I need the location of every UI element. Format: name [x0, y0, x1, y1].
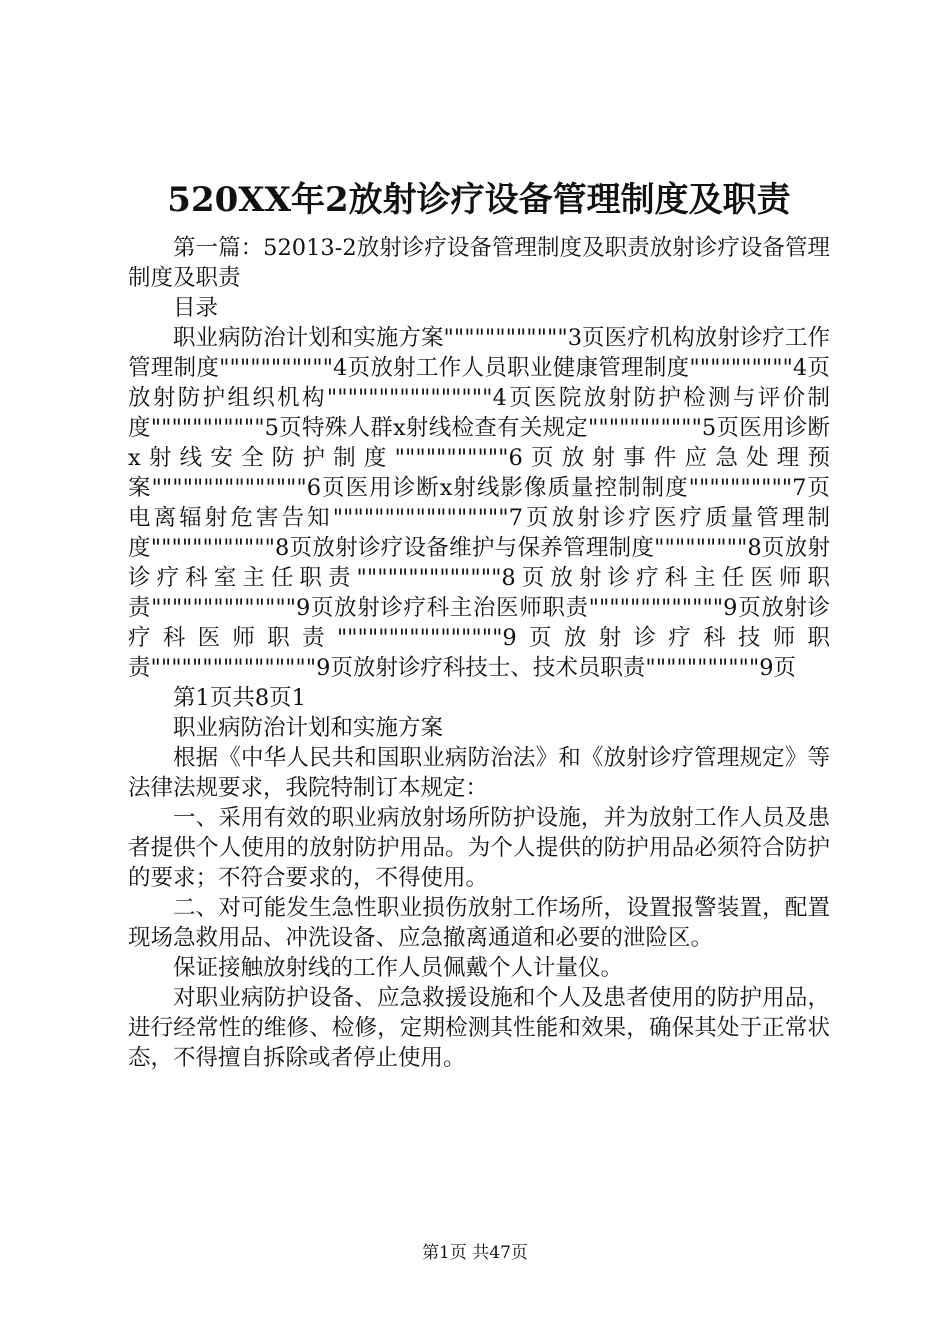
- paragraph-inner-page-number: 第1页共8页1: [173, 684, 306, 711]
- paragraph-toc-heading: 目录: [173, 294, 219, 321]
- paragraph-intro: 第一篇：52013-2放射诊疗设备管理制度及职责放射诊疗设备管理制度及职责: [128, 234, 830, 291]
- paragraph-dosimeter: 保证接触放射线的工作人员佩戴个人计量仪。: [173, 954, 624, 981]
- paragraph-maintenance: 对职业病防护设备、应急救援设施和个人及患者使用的防护用品，进行经常性的维修、检修，定期检测其性能和效果，确保其处于正常状态，不得擅自拆除或者停止使用。: [128, 984, 830, 1071]
- paragraph-basis: 根据《中华人民共和国职业病防治法》和《放射诊疗管理规定》等法律法规要求，我院特制订本规定：: [128, 744, 830, 801]
- paragraph-item-one: 一、采用有效的职业病放射场所防护设施，并为放射工作人员及患者提供个人使用的放射防护用品。为个人提供的防护用品必须符合防护的要求；不符合要求的，不得使用。: [128, 804, 830, 891]
- paragraph-section-heading: 职业病防治计划和实施方案: [173, 714, 444, 741]
- paragraph-toc-entries: 职业病防治计划和实施方案""""""""""""3页医疗机构放射诊疗工作管理制度"""""""""""4页放射工作人员职业健康管理制度""""""""""4页放射防护组织机构""""""""""""""""4页医院放射防护检测与评价制度"""""""""""5页特殊人群x射线检查有关规定"""""""""""5页医用诊断x射线安全防护制度"""""""""""6页放射事件应急处理预案"""""""""""""""6页医用诊断x射线影像质量控制制度""""""""""7页电离辐射危害告知"""""""""""""""""7页放射诊疗医疗质量管理制度""""""""""""8页放射诊疗设备维护与保养管理制度"""""""""8页放射诊疗科室主任职责""""""""""""""8页放射诊疗科主任医师职责""""""""""""""9页放射诊疗科主治医师职责"""""""""""""9页放射诊疗科医师职责""""""""""""""""9页放射诊疗科技师职责""""""""""""""""9页放射诊疗科技士、技术员职责"""""""""""9页: [128, 324, 830, 681]
- document-page: [128, 180, 830, 1073]
- page-footer: 第1页 共47页: [422, 1243, 528, 1263]
- paragraph-item-two: 二、对可能发生急性职业损伤放射工作场所，设置报警装置，配置现场急救用品、冲洗设备、应急撤离通道和必要的泄险区。: [128, 894, 830, 951]
- document-title: 520XX年2放射诊疗设备管理制度及职责: [167, 180, 791, 220]
